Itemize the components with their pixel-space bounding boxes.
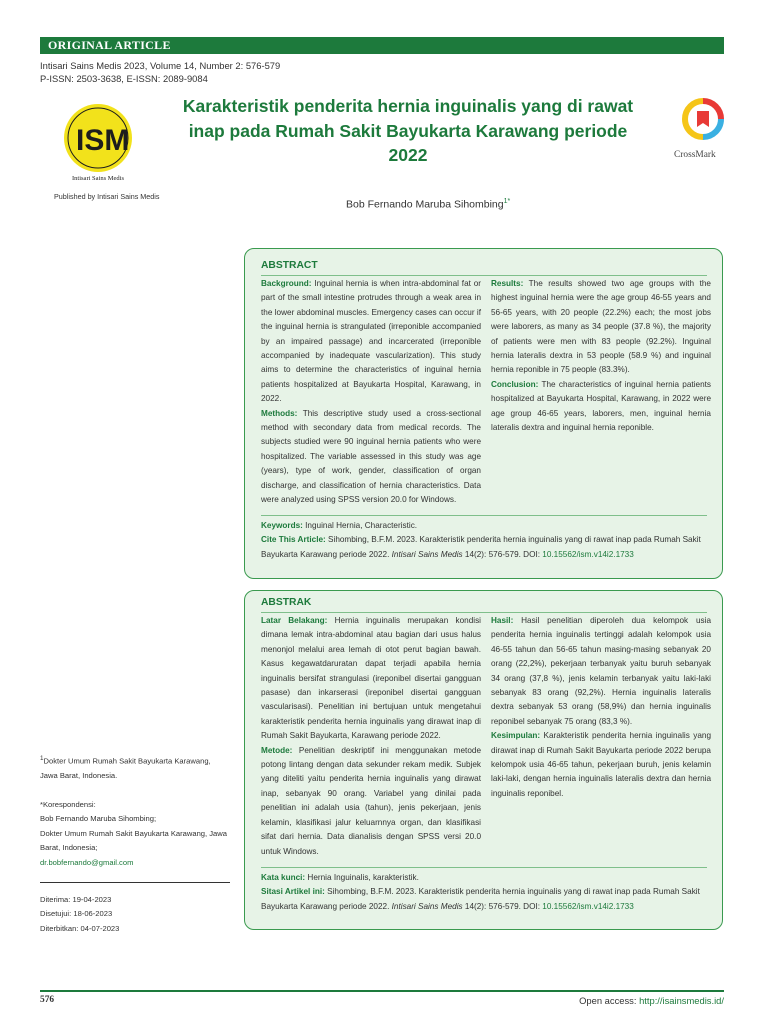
logo-mark: ISM bbox=[76, 124, 130, 157]
abstract-heading: ABSTRACT bbox=[261, 260, 318, 271]
methods-text: This descriptive study used a cross-sectional method with secondary data from medical records. The subjects studied were 90 inguinal hernia patients who were hospitalized. The variable assessed in this study was age (years), type of work, gender, classification of organ discharge, and classification of hernia characteristics. Data were analyzed using SPSS version 20.0 for Windows. bbox=[261, 408, 481, 505]
latar-text: Hernia inguinalis merupakan kondisi dimana lemak intra-abdominal atau bagian dari usus halus menonjol melalui area lemah di otot perut bagian bawah. Kasus kegawatdaruratan dapat terjadi apabila hernia inguinalis bersifat strangulasi (ireponibel disertai gangguan pasase) dan inkarserasi (ireponibel disertai gangguan vascularisasi). Penelitian ini bertujuan untuk mengetahui karakteristik penderita hernia inguinalis yang dirawat inap di Rumah Sakit Bayukarta, Karawang periode 2022. bbox=[261, 616, 482, 741]
sitasi-journal: Intisari Sains Medis bbox=[391, 901, 463, 911]
sitasi-label: Sitasi Artikel ini: bbox=[261, 887, 325, 897]
affiliation-text: Dokter Umum Rumah Sakit Bayukarta Karawang, Jawa Barat, Indonesia. bbox=[40, 756, 211, 780]
kesimpulan-text: Karakteristik penderita hernia inguinalis yang dirawat inap di Rumah Sakit Bayukarta periode 2022 berupa kelompok usia 46-65 tahun, pekerjaan buruh, jenis kelamin laki-laki, dengan hernia inguinalis lateralis dextra dan hernia inguinalis reponibel. bbox=[491, 731, 711, 798]
conclusion-label: Conclusion: bbox=[491, 379, 539, 389]
background-label: Background: bbox=[261, 279, 312, 288]
sitasi-volume: 14(2): 576-579. DOI: bbox=[464, 901, 541, 911]
abstrak-rule bbox=[261, 612, 707, 613]
dates-note bbox=[40, 893, 230, 936]
open-access-label: Open access: bbox=[579, 995, 637, 1006]
journal-logo bbox=[60, 100, 152, 186]
metode-text: Penelitian deskriptif ini menggunakan metode potong lintang dengan data sekunder rekam medik. Subjek yang diteliti yaitu penderita hernia inguinalis yang dirawat inap, sebanyak 90 orang. Variabel yang dinilai pada penelitian ini adalah usia (tahun), jenis pekerjaan, jenis kelamin, klasifikasi jalur keluarnnya organ, dan klasifikasi sifat dari hernia. Data dianalisis dengan SPSS versi 20.0 untuk Windows. bbox=[261, 745, 481, 856]
footer-rule bbox=[40, 990, 724, 992]
sitasi-doi-link[interactable]: 10.15562/ism.v14i2.1733 bbox=[542, 901, 634, 911]
kata-kunci-label: Kata kunci: bbox=[261, 873, 306, 882]
correspondence-name: Bob Fernando Maruba Sihombing; bbox=[40, 814, 157, 824]
crossmark-label: CrossMark bbox=[674, 150, 716, 160]
correspondence-affiliation: Dokter Umum Rumah Sakit Bayukarta Karawang, Jawa Barat, Indonesia; bbox=[40, 828, 227, 853]
cite-label: Cite This Article: bbox=[261, 535, 326, 545]
kesimpulan-label: Kesimpulan: bbox=[491, 731, 541, 741]
hasil-label: Hasil: bbox=[491, 616, 514, 625]
conclusion-text: The characteristics of inguinal hernia patients hospitalized at Bayukarta Hospital, Karawang, in 2022 were age group 46-65 years, laborers, men, inguinal hernia lateralis dextra and inguinal hernia reponible. bbox=[491, 379, 711, 433]
publisher-line: Published by Intisari Sains Medis bbox=[54, 192, 160, 201]
cite-doi-link[interactable]: 10.15562/ism.v14i2.1733 bbox=[542, 549, 634, 559]
metode-label: Metode: bbox=[261, 745, 293, 755]
affiliation-sup: 1 bbox=[40, 755, 44, 762]
sitasi-text: Sihombing, B.F.M. 2023. Karakteristik penderita hernia inguinalis yang di rawat inap pada Rumah Sakit Bayukarta Karawang periode 2022. bbox=[261, 887, 700, 911]
methods-label: Methods: bbox=[261, 408, 298, 418]
abstract-col-left bbox=[261, 277, 481, 508]
cite-text: Sihombing, B.F.M. 2023. Karakteristik penderita hernia inguinalis yang di rawat inap pada Rumah Sakit Bayukarta Karawang periode 2022. bbox=[261, 535, 701, 559]
page-number: 576 bbox=[40, 995, 55, 1005]
article-type-banner bbox=[40, 37, 724, 54]
abstrak-col-left bbox=[261, 614, 481, 859]
cite-volume: 14(2): 576-579. DOI: bbox=[464, 549, 541, 559]
author-name: Bob Fernando Maruba Sihombing bbox=[346, 198, 504, 211]
abstrak-meta-rule bbox=[261, 867, 707, 868]
correspondence-note bbox=[40, 798, 230, 870]
abstract-rule bbox=[261, 275, 707, 276]
author-affil-marker: 1* bbox=[503, 198, 511, 205]
results-label: Results: bbox=[491, 279, 524, 288]
accepted-date: Disetujui: 18-06-2023 bbox=[40, 909, 113, 919]
open-access-line bbox=[579, 995, 724, 1006]
abstract-box bbox=[244, 248, 723, 579]
abstrak-box bbox=[244, 590, 723, 930]
published-date: Diterbitkan: 04-07-2023 bbox=[40, 923, 120, 933]
abstract-meta-rule bbox=[261, 515, 707, 516]
hasil-text: Hasil penelitian diperoleh dua kelompok usia penderita hernia inguinalis tertinggi adalah kelompok usia 46-55 tahun dan 56-65 tahun masing-masing sebanyak 20 orang (22,2%), pekerjaan terbanyak yaitu buruh sebanyak 34 orang (37,8 %), jenis kelamin terbanyak yaitu laki-laki sebanyak 83 orang (92,2%). Hernia inguinalis lateralis dextra sebanyak 53 orang (58,9%) dan hernia inguinalis reponibel sebanyak 75 orang (83,3 %). bbox=[491, 616, 711, 726]
logo-caption: Intisari Sains Medis bbox=[72, 175, 124, 182]
journal-issn: P-ISSN: 2503-3638, E-ISSN: 2089-9084 bbox=[40, 73, 208, 84]
correspondence-email-link[interactable]: dr.bobfernando@gmail.com bbox=[40, 857, 134, 867]
keywords-text: Inguinal Hernia, Characteristic. bbox=[305, 521, 418, 530]
sidebar-divider bbox=[40, 882, 230, 883]
abstract-meta bbox=[261, 519, 713, 562]
author-line bbox=[346, 198, 510, 211]
article-title: Karakteristik penderita hernia inguinalis yang di rawat inap pada Rumah Sakit Bayukarta Karawang periode 2022 bbox=[182, 96, 634, 165]
results-text: The results showed two age groups with the highest inguinal hernia were the age group 46-55 years and 56-65 years, with 20 people (22.2%) each; the most jobs were laborers, as many as 34 people (37.8 %), the majority of patients were men with 83 people (92.2%). Inguinal hernia lateralis dextra in 53 people (58.9 %) and inguinal hernia reponible in 75 people (83.3%). bbox=[491, 279, 711, 375]
kata-kunci-text: Hernia Inguinalis, karakteristik. bbox=[307, 873, 419, 882]
keywords-label: Keywords: bbox=[261, 521, 303, 530]
article-type-label: ORIGINAL ARTICLE bbox=[48, 38, 171, 52]
abstract-col-right bbox=[491, 277, 711, 435]
correspondence-label: *Korespondensi: bbox=[40, 800, 96, 809]
abstrak-heading: ABSTRAK bbox=[261, 597, 312, 608]
abstrak-meta bbox=[261, 871, 713, 914]
cite-journal: Intisari Sains Medis bbox=[391, 549, 463, 559]
abstrak-col-right bbox=[491, 614, 711, 801]
affiliation-note bbox=[40, 752, 230, 783]
open-access-link[interactable]: http://isainsmedis.id/ bbox=[639, 995, 724, 1006]
latar-label: Latar Belakang: bbox=[261, 616, 328, 625]
received-date: Diterima: 19-04-2023 bbox=[40, 895, 112, 904]
background-text: Inguinal hernia is when intra-abdominal fat or part of the small intestine protrudes through a weak area in the lower abdominal muscles. Emergency cases can occur if the inguinal hernia is strangulated (irreponible accompanied by an impaired passage) and incarcerated (irreponible accompanied by inadequate vascularization). This study aims to determine the characteristics of inguinal hernia patients hospitalized at Bayukarta Hospital, Karawang, in 2022. bbox=[261, 279, 481, 404]
journal-citation: Intisari Sains Medis 2023, Volume 14, Number 2: 576-579 bbox=[40, 60, 281, 71]
